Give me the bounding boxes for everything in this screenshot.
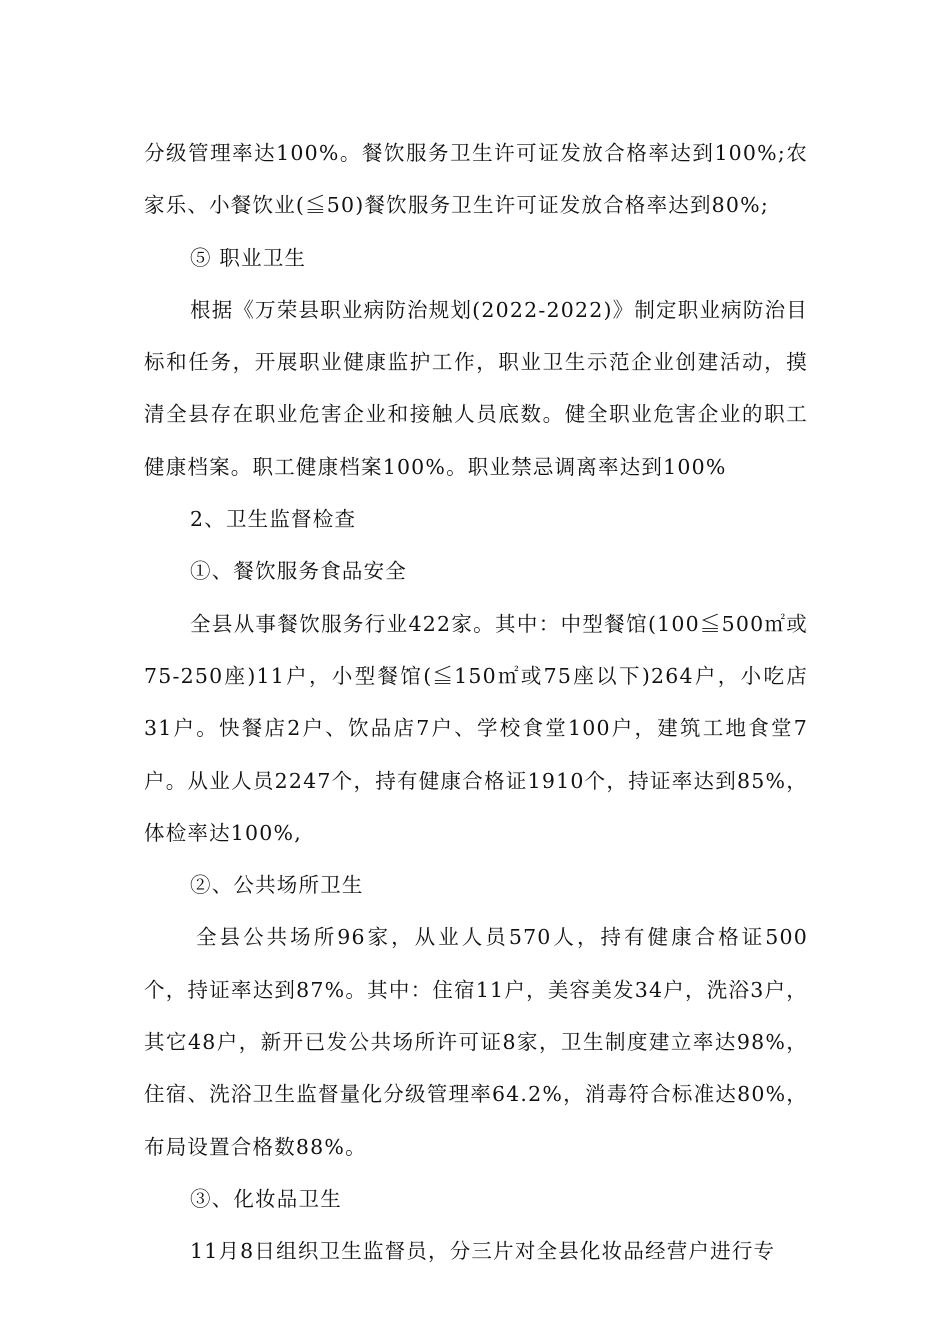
paragraph-catering-food-safety: 全县从事餐饮服务行业422家。其中：中型餐馆(100≦500㎡或75-250座)11户，小型餐馆(≦150㎡或75座以下)264户，小吃店31户。快餐店2户、饮品店7户、学校食堂100户，建筑工地食堂7户。从业人员2247个，持有健康合格证1910个，持证率达到85%，体检率达100%, <box>144 611 808 845</box>
heading-cosmetics-hygiene: ③、化妆品卫生 <box>190 1186 342 1211</box>
paragraph-public-places-hygiene: 全县公共场所96家，从业人员570人，持有健康合格证500个，持证率达到87%。其中：住宿11户，美容美发34户，洗浴3户，其它48户，新开已发公共场所许可证8家，卫生制度建立率达98%，住宿、洗浴卫生监督量化分级管理率64.2%，消毒符合标准达80%，布局设置合格数88%。 <box>144 925 808 1159</box>
heading-occupational-health: ⑤ 职业卫生 <box>190 245 307 270</box>
paragraph-cosmetics-hygiene: 11月8日组织卫生监督员，分三片对全县化妆品经营户进行专 <box>190 1239 776 1264</box>
paragraph-occupational-health: 根据《万荣县职业病防治规划(2022-2022)》制定职业病防治目标和任务，开展职业健康监护工作，职业卫生示范企业创建活动，摸清全县存在职业危害企业和接触人员底数。健全职业危害企业的职工健康档案。职工健康档案100%。职业禁忌调离率达到100% <box>144 297 808 479</box>
document-body <box>144 127 808 1278</box>
heading-public-places-hygiene: ②、公共场所卫生 <box>190 873 364 898</box>
paragraph-continuation: 分级管理率达100%。餐饮服务卫生许可证发放合格率达到100%;农家乐、小餐饮业(≦50)餐饮服务卫生许可证发放合格率达到80%; <box>144 141 808 218</box>
heading-health-supervision: 2、卫生监督检查 <box>190 507 357 532</box>
heading-catering-food-safety: ①、餐饮服务食品安全 <box>190 559 407 584</box>
